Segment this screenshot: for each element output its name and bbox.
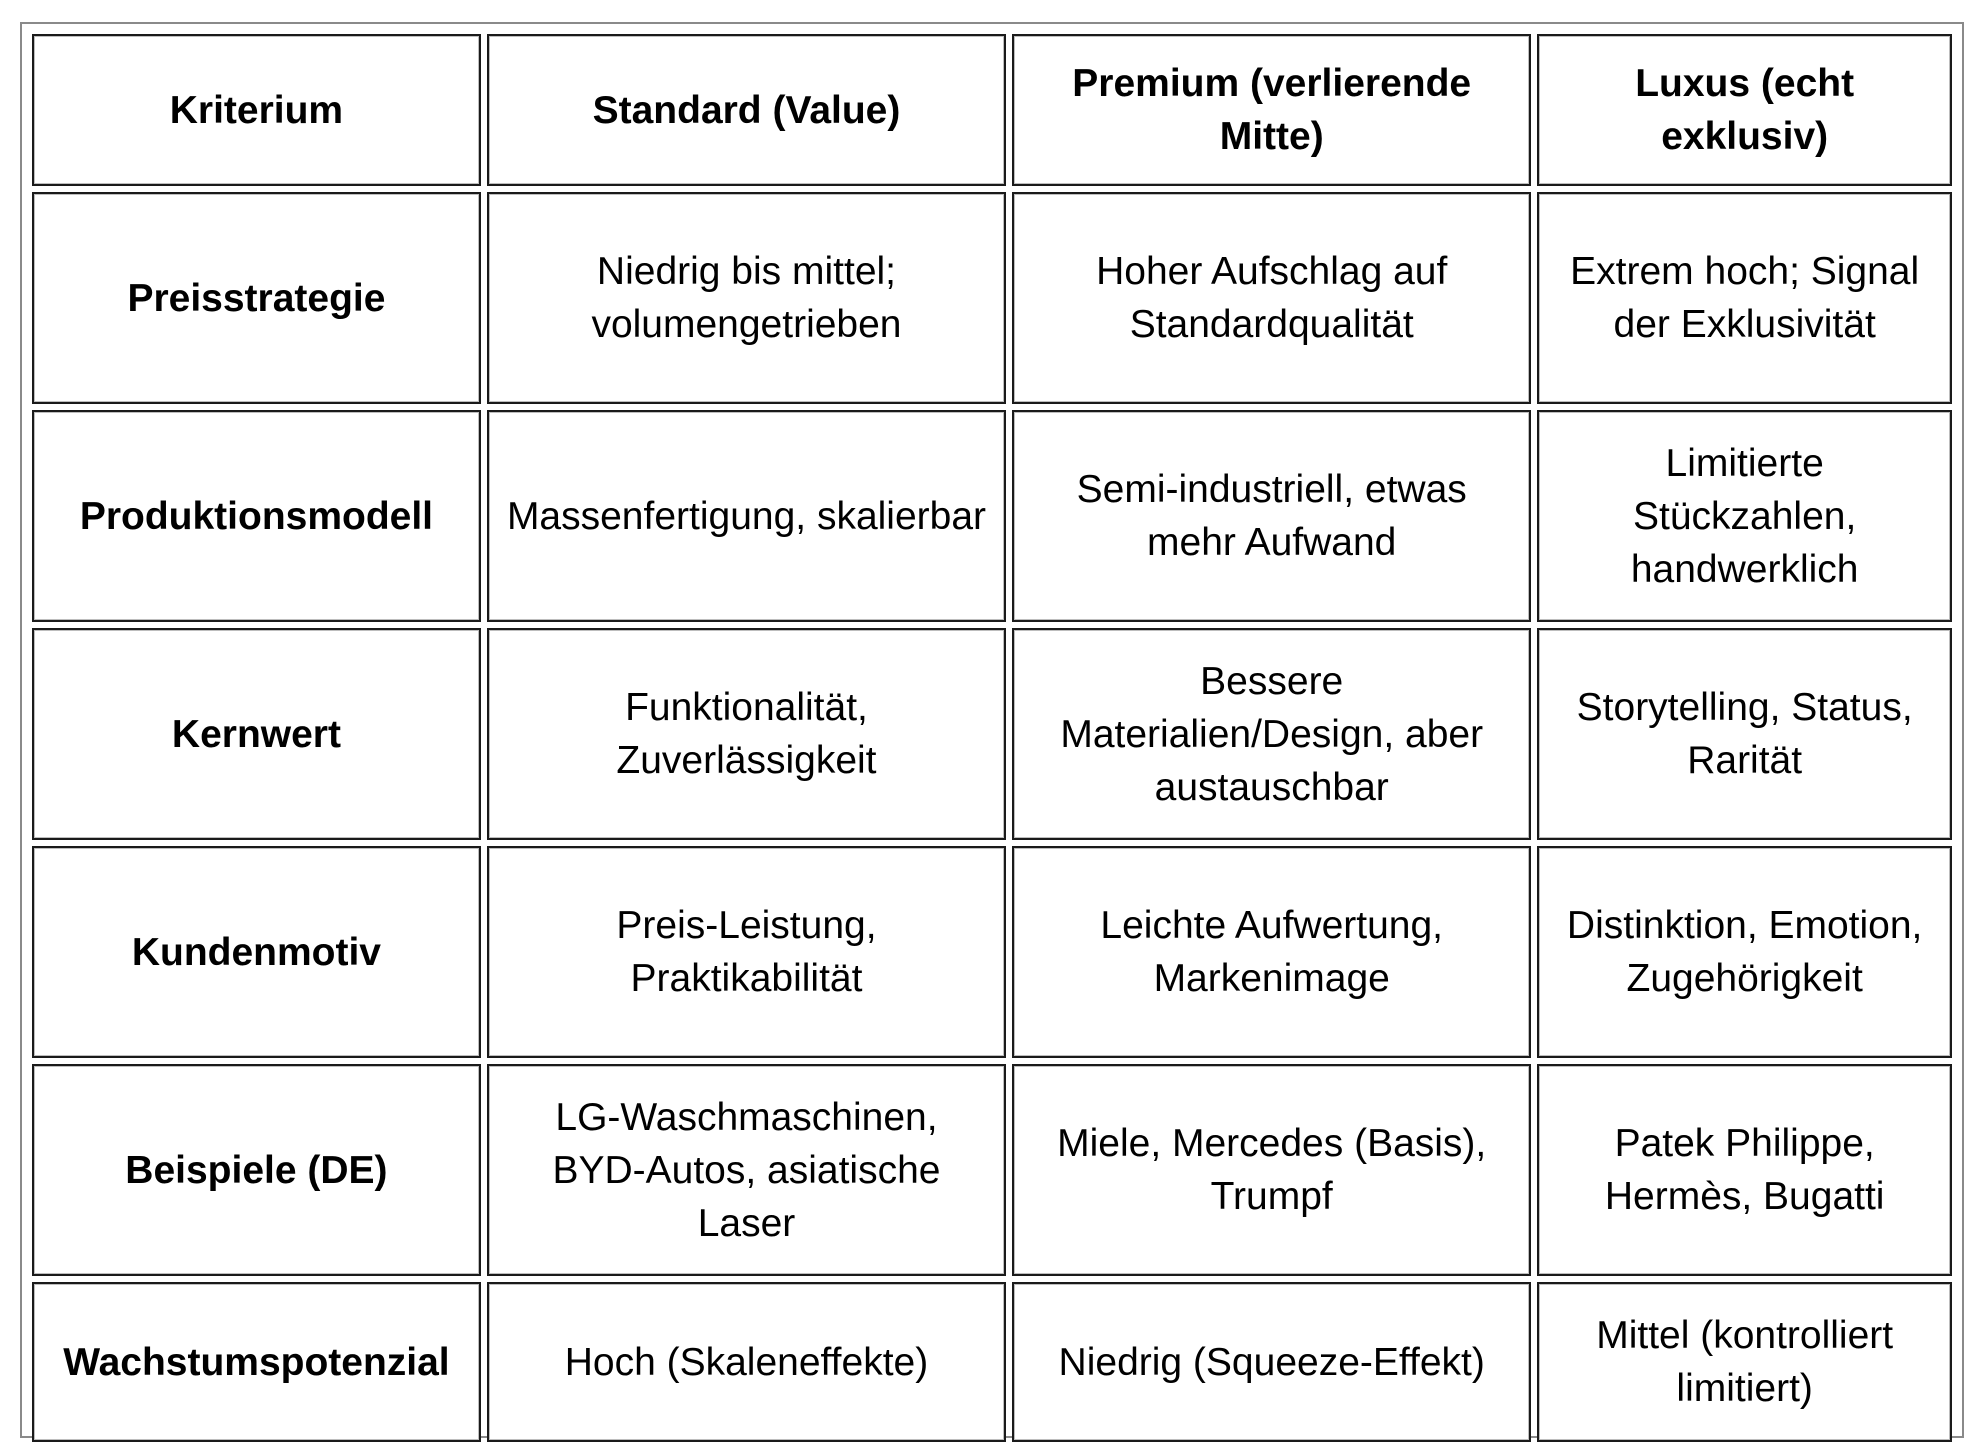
header-standard: Standard (Value) xyxy=(487,34,1006,186)
table-cell-standard: Massenfertigung, skalierbar xyxy=(487,410,1006,622)
table-cell-standard: Niedrig bis mittel; volumengetrieben xyxy=(487,192,1006,404)
row-label: Preisstrategie xyxy=(32,192,481,404)
table-cell-standard: Hoch (Skaleneffekte) xyxy=(487,1282,1006,1442)
table-row-produktionsmodell xyxy=(32,410,1952,622)
table-cell-standard: LG-Waschmaschinen, BYD-Autos, asiatische Laser xyxy=(487,1064,1006,1276)
table-cell-standard: Preis-Leistung, Praktikabilität xyxy=(487,846,1006,1058)
table-row-kundenmotiv xyxy=(32,846,1952,1058)
header-luxus: Luxus (echt exklusiv) xyxy=(1537,34,1952,186)
comparison-table-frame xyxy=(20,22,1964,1438)
table-cell-luxus: Mittel (kontrolliert limitiert) xyxy=(1537,1282,1952,1442)
table-cell-premium: Hoher Aufschlag auf Standardqualität xyxy=(1012,192,1531,404)
table-cell-premium: Miele, Mercedes (Basis), Trumpf xyxy=(1012,1064,1531,1276)
table-cell-premium: Semi-industriell, etwas mehr Aufwand xyxy=(1012,410,1531,622)
row-label: Kundenmotiv xyxy=(32,846,481,1058)
row-label: Beispiele (DE) xyxy=(32,1064,481,1276)
table-cell-luxus: Distinktion, Emotion, Zugehörigkeit xyxy=(1537,846,1952,1058)
header-kriterium: Kriterium xyxy=(32,34,481,186)
table-cell-standard: Funktionalität, Zuverlässigkeit xyxy=(487,628,1006,840)
table-row-wachstumspotenzial xyxy=(32,1282,1952,1442)
row-label: Kernwert xyxy=(32,628,481,840)
table-cell-luxus: Extrem hoch; Signal der Exklusivität xyxy=(1537,192,1952,404)
header-premium: Premium (verlierende Mitte) xyxy=(1012,34,1531,186)
table-cell-luxus: Limitierte Stückzahlen, handwerklich xyxy=(1537,410,1952,622)
header-row xyxy=(32,34,1952,186)
table-row-beispiele xyxy=(32,1064,1952,1276)
table-row-preisstrategie xyxy=(32,192,1952,404)
row-label: Produktionsmodell xyxy=(32,410,481,622)
row-label: Wachstumspotenzial xyxy=(32,1282,481,1442)
table-cell-premium: Bessere Materialien/Design, aber austauschbar xyxy=(1012,628,1531,840)
table-cell-luxus: Patek Philippe, Hermès, Bugatti xyxy=(1537,1064,1952,1276)
table-row-kernwert xyxy=(32,628,1952,840)
table-cell-premium: Niedrig (Squeeze-Effekt) xyxy=(1012,1282,1531,1442)
table-cell-luxus: Storytelling, Status, Rarität xyxy=(1537,628,1952,840)
comparison-table xyxy=(26,28,1958,1448)
table-cell-premium: Leichte Aufwertung, Markenimage xyxy=(1012,846,1531,1058)
